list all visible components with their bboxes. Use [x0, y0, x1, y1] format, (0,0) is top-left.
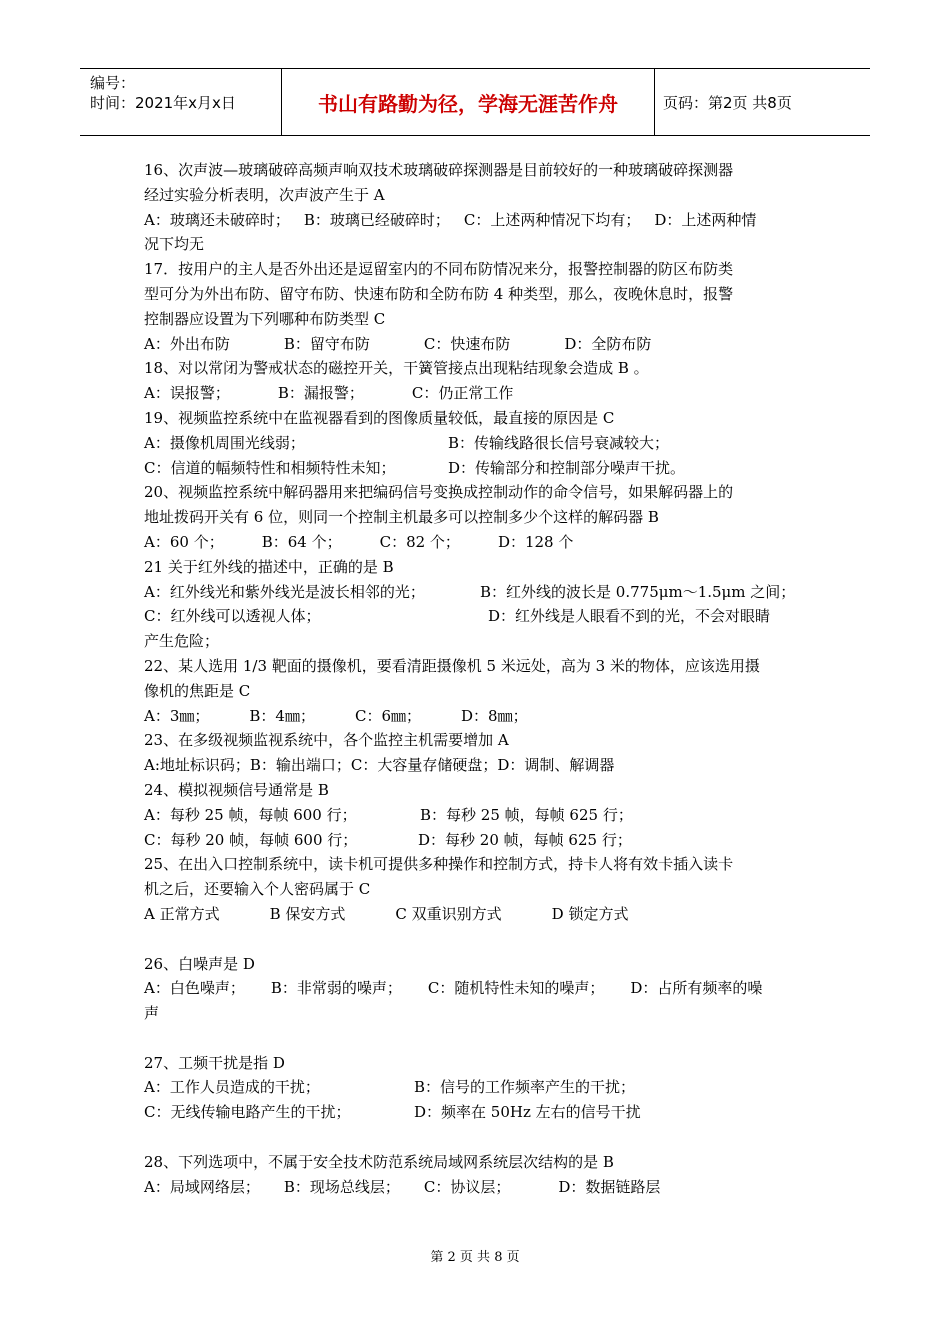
option-b: B 保安方式 — [269, 904, 346, 923]
question-text: 28、下列选项中，不属于安全技术防范系统局域网系统层次结构的是 B — [144, 1152, 614, 1171]
option-a: A：3㎜； — [144, 706, 210, 725]
question-19 — [144, 406, 810, 480]
option-a: A：红外线光和紫外线光是波长相邻的光； — [144, 582, 425, 601]
question-text: 控制器应设置为下列哪种布防类型 C — [144, 309, 386, 328]
option-a: A：误报警； — [144, 384, 230, 403]
option-row — [144, 704, 810, 729]
option-c: C：红外线可以透视人体； — [144, 607, 321, 626]
option-a: A：局域网络层； — [144, 1177, 260, 1196]
question-22 — [144, 654, 810, 728]
question-text: 17．按用户的主人是否外出还是逗留室内的不同布防情况来分，报警控制器的防区布防类 — [144, 260, 734, 279]
option-row — [144, 604, 810, 629]
question-text: 地址拨码开关有 6 位，则同一个控制主机最多可以控制多少个这样的解码器 B — [144, 508, 659, 527]
option-b: B：64 个； — [261, 532, 342, 551]
date-label: 时间：2021年x月x日 — [90, 94, 236, 112]
question-text: 型可分为外出布防、留守布防、快速布防和全防布防 4 种类型，那么，夜晚休息时，报警 — [144, 284, 734, 303]
question-23 — [144, 728, 810, 778]
question-text: 16、次声波—玻璃破碎高频声响双技术玻璃破碎探测器是目前较好的一种玻璃破碎探测器 — [144, 161, 734, 179]
option-row — [144, 803, 810, 828]
option-c: C：信道的幅频特性和相频特性未知； — [144, 458, 396, 477]
option-c: C：随机特性未知的噪声； — [427, 979, 605, 998]
option-row — [144, 456, 810, 481]
question-20 — [144, 480, 810, 554]
question-text: 20、视频监控系统中解码器用来把编码信号变换成控制动作的命令信号，如果解码器上的 — [144, 483, 734, 502]
option-d: D：红外线是人眼看不到的光，不会对眼睛 — [488, 607, 771, 626]
option-c: C：协议层； — [423, 1177, 511, 1196]
header-meta — [80, 69, 282, 135]
option-d: D：8㎜； — [461, 706, 528, 725]
option-row — [144, 1175, 810, 1200]
option-a: A：摄像机周围光线弱； — [144, 433, 305, 452]
option-d: D：上述两种情 — [654, 210, 757, 229]
option-b: B：每秒 25 帧，每帧 625 行； — [420, 805, 633, 824]
option-d: D：128 个 — [497, 532, 574, 551]
option-continuation: 况下均无 — [144, 235, 205, 254]
option-row — [144, 976, 810, 1001]
question-text: 机之后，还要输入个人密码属于 C — [144, 880, 371, 899]
page-header — [80, 68, 870, 136]
option-row — [144, 1100, 810, 1125]
question-27 — [144, 1051, 810, 1125]
option-d: D：占所有频率的噪 — [630, 979, 763, 998]
option-a: A：工作人员造成的干扰； — [144, 1078, 320, 1097]
option-c: C：6㎜； — [354, 706, 421, 725]
option-a: A：每秒 25 帧，每帧 600 行； — [144, 805, 357, 824]
option-d: D：传输部分和控制部分噪声干扰。 — [448, 458, 686, 477]
header-motto: 书山有路勤为径，学海无涯苦作舟 — [282, 69, 655, 135]
option-c: C：快速布防 — [423, 334, 511, 353]
question-28 — [144, 1150, 810, 1200]
option-d: D：数据链路层 — [558, 1177, 661, 1196]
option-a: A：玻璃还未破碎时； — [144, 210, 290, 229]
page-footer: 第 2 页 共 8 页 — [430, 1250, 520, 1265]
option-c: C：上述两种情况下均有； — [463, 210, 641, 229]
question-text: 23、在多级视频监视系统中，各个监控主机需要增加 A — [144, 731, 509, 750]
question-text: 24、模拟视频信号通常是 B — [144, 780, 329, 799]
question-list — [144, 158, 810, 1199]
option-b: B：留守布防 — [283, 334, 370, 353]
option-row — [144, 580, 810, 605]
question-17 — [144, 257, 810, 356]
option-c: C 双重识别方式 — [395, 904, 502, 923]
option-c: C：每秒 20 帧，每帧 600 行； — [144, 830, 358, 849]
question-text: 像机的焦距是 C — [144, 681, 251, 700]
header-page-info: 页码：第2页 共8页 — [663, 93, 792, 112]
question-text: 19、视频监控系统中在监视器看到的图像质量较低，最直接的原因是 C — [144, 408, 615, 427]
option-c: C：仍正常工作 — [411, 384, 514, 403]
option-d: D：全防布防 — [564, 334, 652, 353]
option-continuation: 声 — [144, 1004, 160, 1023]
question-16 — [144, 158, 810, 257]
option-d: D：每秒 20 帧，每帧 625 行； — [418, 830, 632, 849]
option-row — [144, 828, 810, 853]
option-row — [144, 208, 810, 233]
option-b: B：现场总线层； — [283, 1177, 400, 1196]
option-c: C：无线传输电路产生的干扰； — [144, 1103, 351, 1122]
option-b: B：传输线路很长信号衰减较大； — [448, 433, 670, 452]
option-a: A 正常方式 — [144, 904, 220, 923]
option-continuation: 产生危险； — [144, 632, 220, 651]
question-18 — [144, 356, 810, 406]
option-a: A：60 个； — [144, 532, 224, 551]
question-21 — [144, 555, 810, 654]
question-text: 22、某人选用 1/3 靶面的摄像机，要看清距摄像机 5 米远处，高为 3 米的物体，应该选用摄 — [144, 656, 760, 675]
question-text: 26、白噪声是 D — [144, 954, 255, 973]
option-c: C：82 个； — [379, 532, 460, 551]
question-text: 25、在出入口控制系统中，读卡机可提供多种操作和控制方式，持卡人将有效卡插入读卡 — [144, 855, 734, 874]
question-text: 18、对以常闭为警戒状态的磁控开关，干簧管接点出现粘结现象会造成 B 。 — [144, 359, 649, 378]
option-row — [144, 381, 810, 406]
option-row — [144, 1075, 810, 1100]
question-text: 21 关于红外线的描述中，正确的是 B — [144, 557, 394, 576]
option-a: A：白色噪声； — [144, 979, 245, 998]
question-text: 27、工频干扰是指 D — [144, 1053, 285, 1072]
option-row: A:地址标识码；B：输出端口；C：大容量存储硬盘；D：调制、解调器 — [144, 756, 615, 775]
question-24 — [144, 778, 810, 852]
option-b: B：非常弱的噪声； — [270, 979, 402, 998]
option-b: B：信号的工作频率产生的干扰； — [414, 1078, 636, 1097]
option-d: D：频率在 50Hz 左右的信号干扰 — [414, 1103, 641, 1122]
option-row — [144, 332, 810, 357]
option-row — [144, 902, 810, 927]
option-a: A：外出布防 — [144, 334, 230, 353]
serial-label: 编号： — [90, 74, 136, 92]
option-b: B：红外线的波长是 0.775μm～1.5μm 之间； — [480, 582, 796, 601]
option-d: D 锁定方式 — [551, 904, 629, 923]
option-b: B：4㎜； — [249, 706, 315, 725]
option-row — [144, 530, 810, 555]
option-b: B：玻璃已经破碎时； — [303, 210, 450, 229]
question-26 — [144, 952, 810, 1026]
question-25 — [144, 852, 810, 926]
question-text: 经过实验分析表明，次声波产生于 A — [144, 185, 385, 204]
option-row — [144, 431, 810, 456]
option-b: B：漏报警； — [277, 384, 364, 403]
